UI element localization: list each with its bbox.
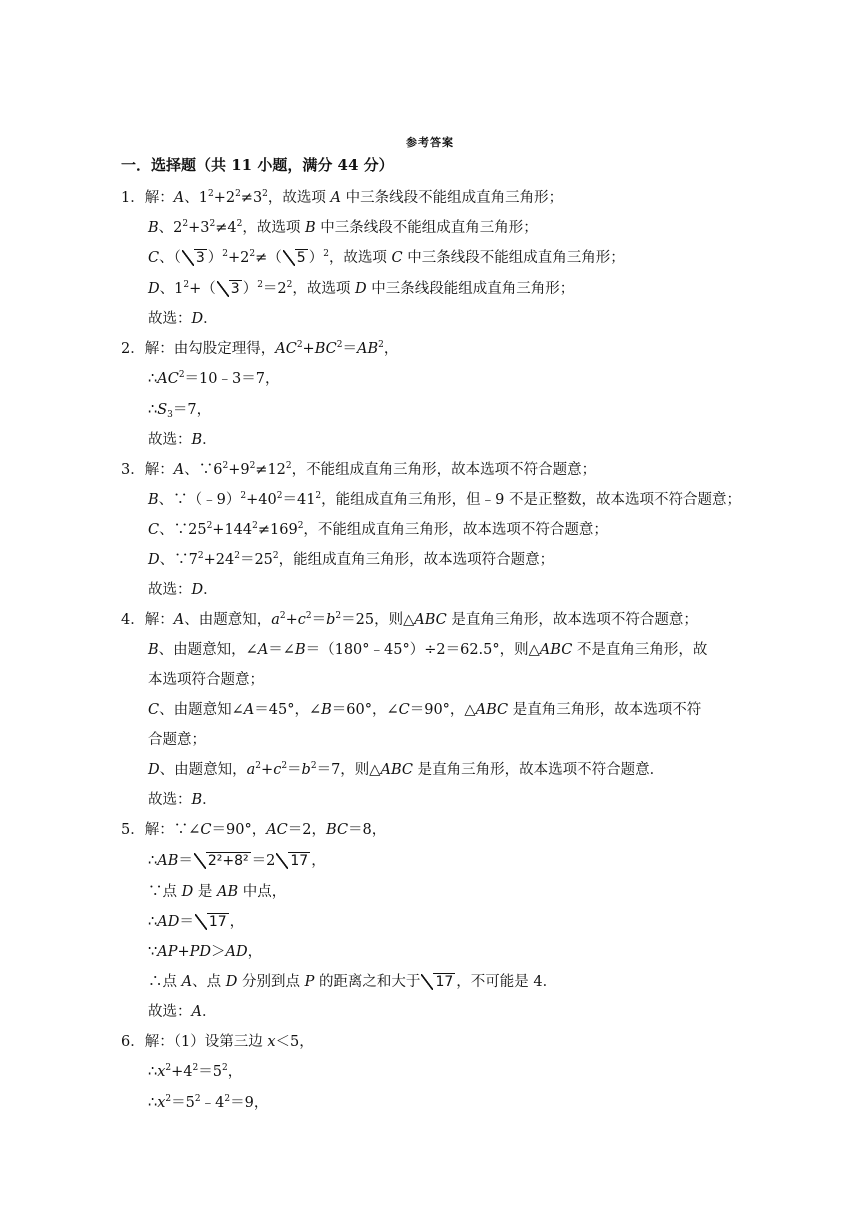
- q4-line-a: 4．解：A、由题意知，$a^2+c^2=b^2=25$，则△ABC 是直角三角形，故本选项不符合题意；: [121, 611, 698, 628]
- q2-line-3: $\therefore S_3=7$，: [148, 402, 212, 420]
- sqrt-3: 3: [182, 248, 207, 268]
- q1-line-a: 1．解：A、$1^2+2^2\ne 3^2$，故选项 A 中三条线段不能组成直角三角形；: [121, 189, 564, 206]
- q3-answer: 故选：D．: [148, 582, 218, 598]
- q1-line-b: B、$2^2+3^2\ne 4^2$，故选项 B 中三条线段不能组成直角三角形；: [148, 219, 538, 236]
- q5-line-4: ∴AD＝ 17 ，: [148, 914, 245, 930]
- q4-answer: 故选：B．: [148, 792, 217, 808]
- sqrt-2sq-8sq: 2²+8²: [194, 851, 251, 871]
- q3-line-a: 3．解：A、$\because 6^2+9^2\ne 12^2$，不能组成直角三角形，故本选项不符合题意；: [121, 461, 597, 478]
- q5-line-2: ∴AB＝ 2²+8² ＝2 17 ，: [148, 853, 326, 869]
- q4-line-d: D、由题意知，$a^2+c^2=b^2=7$，则△ABC 是直角三角形，故本选项不符合题意．: [148, 761, 665, 778]
- q4-line-c: C、由题意知∠A＝45°，∠B＝60°，∠C＝90°，△ABC 是直角三角形，故本选项不符: [148, 702, 702, 718]
- q3-line-d: D、$\because 7^2+24^2=25^2$，能组成直角三角形，故本选项符合题意；: [148, 551, 555, 568]
- q5-line-5: ∵AP+PD＞AD，: [148, 944, 263, 960]
- page-title: 参考答案: [406, 136, 454, 149]
- q2-answer: 故选：B．: [148, 432, 217, 448]
- q4-line-b-cont: 本选项符合题意；: [148, 672, 264, 688]
- sqrt-5: 5: [283, 248, 308, 268]
- q2-line-1: 2．解：由勾股定理得，$AC^2+BC^2=AB^2$，: [121, 340, 399, 357]
- sqrt-17: 17: [195, 912, 229, 932]
- q5-answer: 故选：A．: [148, 1004, 217, 1020]
- q4-line-c-cont: 合题意；: [148, 732, 206, 748]
- q1-answer: 故选：D．: [148, 311, 218, 327]
- q6-line-1: 6．解：（1）设第三边 x＜5，: [121, 1034, 314, 1050]
- q2-line-2: $\therefore AC^2=10﹣3=7$，: [148, 370, 280, 387]
- q3-line-c: C、$\because 25^2+144^2\ne 169^2$，不能组成直角三角形，故本选项不符合题意；: [148, 521, 608, 538]
- section-heading: 一．选择题（共 11 小题，满分 44 分）: [121, 156, 394, 174]
- q1-line-d: D、$1^2+$（ 3 ）$^2=2^2$，故选项 D 中三条线段能组成直角三角形；: [148, 280, 575, 297]
- q6-line-3: $\therefore x^2=5^2﹣4^2=9$，: [148, 1094, 269, 1111]
- q4-line-b: B、由题意知，∠A＝∠B＝（180°﹣45°）÷2＝62.5°，则△ABC 不是直角三角形，故: [148, 642, 708, 658]
- sqrt-17: 17: [421, 972, 455, 992]
- q5-line-6: ∴点 A、点 D 分别到点 P 的距离之和大于 17 ，不可能是 4．: [148, 974, 558, 990]
- q6-line-2: $\therefore x^2+4^2=5^2$，: [148, 1063, 243, 1080]
- q5-line-1: 5．解：∵∠C＝90°，AC＝2，BC＝8，: [121, 822, 387, 838]
- q3-line-b: B、$\because(﹣9)^2+40^2=41^2$，能组成直角三角形，但﹣9 不是正整数，故本选项不符合题意；: [148, 491, 741, 508]
- sqrt-17: 17: [276, 851, 310, 871]
- sqrt-3: 3: [217, 279, 242, 299]
- q1-line-c: C、（ 3 ）$^2+2^2\ne$（ 5 ）$^2$，故选项 C 中三条线段不能组成直角三角形；: [148, 249, 625, 266]
- q5-line-3: ∵点 D 是 AB 中点，: [148, 884, 287, 900]
